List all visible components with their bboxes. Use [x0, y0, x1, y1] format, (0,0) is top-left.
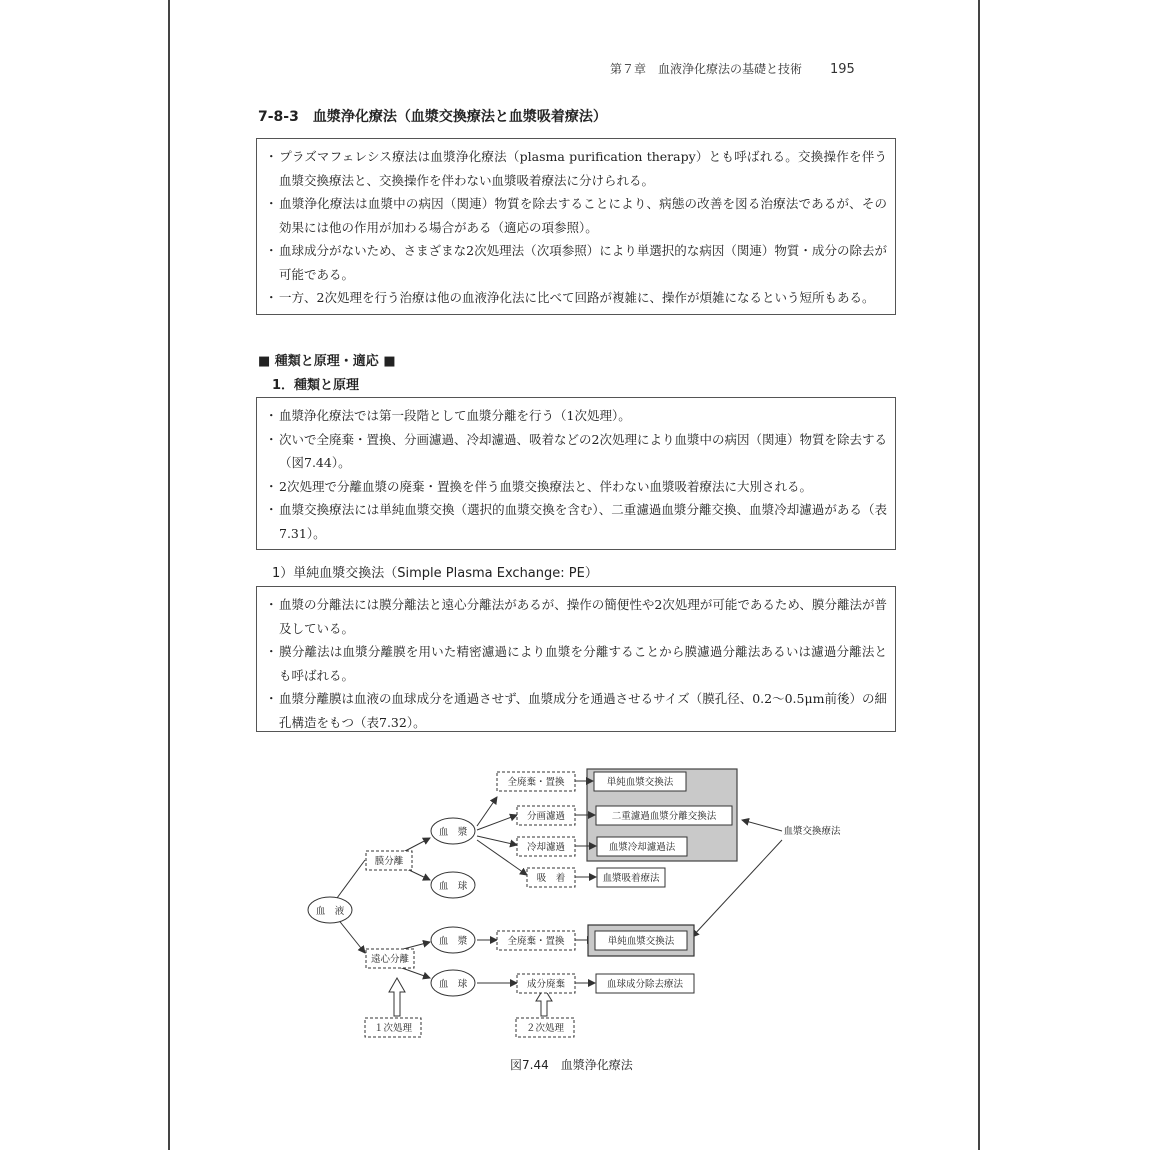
res-cooling-label: 血漿冷却濾過法 [608, 842, 676, 853]
node-plasma-bottom-label: 血 漿 [438, 936, 468, 947]
res-double-label: 二重濾過血漿分離交換法 [611, 811, 717, 822]
proc-centrifugal-label: 遠心分離 [370, 954, 410, 965]
label-primary: １次処理 [373, 1023, 413, 1034]
proc-discard-top-label: 全廃棄・置換 [507, 777, 565, 788]
node-cells-top-label: 血 球 [438, 881, 468, 892]
res-simple-top-label: 単純血漿交換法 [606, 777, 674, 788]
proc-fractional-label: 分画濾過 [526, 811, 566, 822]
list-item: ・ 血漿分離膜は血液の血球成分を通過させず、血漿成分を通過させるサイズ（膜孔径、0.2～0.5μm前後）の細孔構造をもつ（表7.32）。 [265, 687, 887, 732]
proc-component-label: 成分廃棄 [526, 979, 566, 990]
primary-arrow [389, 978, 405, 1016]
list-item: ・ 次いで全廃棄・置換、分画濾過、冷却濾過、吸着などの2次処理により血漿中の病因（関連）物質を除去する（図7.44）。 [265, 428, 887, 475]
list-item: ・ 血漿の分離法には膜分離法と遠心分離法があるが、操作の簡便性や2次処理が可能であるため、膜分離法が普及している。 [265, 593, 887, 640]
proc-discard-bottom-label: 全廃棄・置換 [507, 936, 565, 947]
res-cytapheresis-label: 血球成分除去療法 [606, 979, 684, 990]
list-item: ・ 血球成分がないため、さまざまな2次処理法（次項参照）により単選択的な病因（関連）物質・成分の除去が可能である。 [265, 239, 887, 286]
heading-types: ■ 種類と原理・適応 ■ [258, 354, 396, 369]
heading-pe: 1）単純血漿交換法（Simple Plasma Exchange: PE） [272, 566, 598, 581]
list-item: ・ 一方、2次処理を行う治療は他の血液浄化法に比べて回路が複雑に、操作が煩雑になるという短所もある。 [265, 286, 887, 310]
node-blood-label: 血 液 [315, 906, 345, 917]
figure-caption: 図7.44 血漿浄化療法 [510, 1058, 633, 1072]
heading-1: 1．種類と原理 [272, 378, 360, 393]
proc-membrane-label: 膜分離 [374, 856, 404, 867]
section-title: 7-8-3 血漿浄化療法（血漿交換療法と血漿吸着療法） [258, 109, 607, 125]
list-item: ・ 膜分離法は血漿分離膜を用いた精密濾過により血漿を分離することから膜濾過分離法あるいは濾過分離法とも呼ばれる。 [265, 640, 887, 687]
running-title: 第７章 血液浄化療法の基礎と技術 [610, 62, 803, 76]
label-secondary: ２次処理 [525, 1023, 565, 1034]
node-cells-bottom-label: 血 球 [438, 979, 468, 990]
list-item: ・ 血漿浄化療法は血漿中の病因（関連）物質を除去することにより、病態の改善を図る治療法であるが、その効果には他の作用が加わる場合がある（適応の項参照）。 [265, 192, 887, 239]
proc-adsorb-label: 吸 着 [536, 873, 566, 884]
res-simple-bottom-label: 単純血漿交換法 [607, 936, 675, 947]
proc-cooling-label: 冷却濾過 [526, 842, 566, 853]
label-plasma-exchange: 血漿交換療法 [783, 826, 841, 837]
list-item: ・ 2次処理で分離血漿の廃棄・置換を伴う血漿交換療法と、伴わない血漿吸着療法に大別される。 [265, 475, 887, 499]
list-item: ・ 血漿浄化療法では第一段階として血漿分離を行う（1次処理）。 [265, 404, 887, 428]
node-plasma-top-label: 血 漿 [438, 827, 468, 838]
list-item: ・ 血漿交換療法には単純血漿交換（選択的血漿交換を含む）、二重濾過血漿分離交換、血漿冷却濾過がある（表7.31）。 [265, 498, 887, 545]
res-adsorb-label: 血漿吸着療法 [602, 873, 660, 884]
list-item: ・ プラズマフェレシス療法は血漿浄化療法（plasma purification therapy）とも呼ばれる。交換操作を伴う血漿交換療法と、交換操作を伴わない血漿吸着療法に分けられる。 [265, 145, 887, 192]
page-number: 195 [830, 62, 855, 77]
